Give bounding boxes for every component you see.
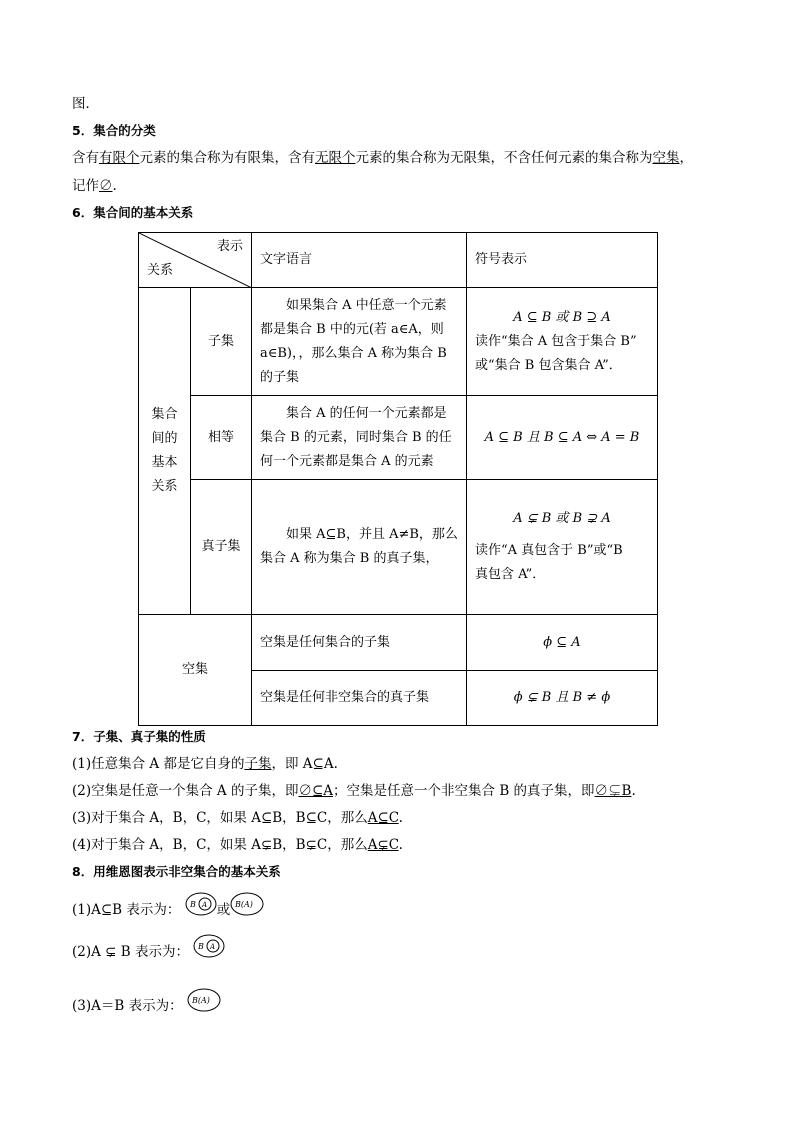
subset-symbol-cell bbox=[467, 288, 658, 396]
property-2 bbox=[72, 781, 636, 801]
underlined-answer: A⊆C bbox=[367, 810, 399, 826]
underlined-answer: A⊊C bbox=[367, 837, 399, 853]
venn-label: B bbox=[189, 899, 196, 909]
row-label-subset: 子集 bbox=[191, 288, 252, 396]
underlined-answer: ∅⊆A bbox=[298, 783, 334, 799]
group-label-line: 集合 bbox=[151, 407, 178, 422]
text-run: (4)对于集合 A，B，C，如果 A⊊B，B⊊C，那么 bbox=[72, 837, 368, 853]
subset-text-cell bbox=[252, 288, 467, 396]
text-run: 元素的集合称为无限集，不含任何元素的集合称为 bbox=[355, 150, 653, 166]
text-run: (2)A ⊊ B 表示为： bbox=[72, 944, 189, 960]
proper-text-cell bbox=[252, 480, 467, 615]
cell-line: 如果 A⊆B，并且 A≠B，那么 bbox=[286, 527, 458, 542]
venn-line-1 bbox=[72, 900, 264, 920]
empty-set-symbol: ∅ bbox=[99, 178, 113, 194]
underlined-answer: 子集 bbox=[244, 756, 272, 772]
corner-header-bottom: 关系 bbox=[147, 263, 174, 278]
section-5-paragraph bbox=[72, 148, 693, 168]
underlined-answer: 有限个 bbox=[99, 150, 140, 166]
cell-line: 集合 A 称为集合 B 的真子集， bbox=[260, 551, 439, 566]
empty-symbol-row1: ϕ ⊆ A bbox=[467, 615, 658, 671]
property-1 bbox=[72, 754, 338, 774]
text-run: (1)任意集合 A 都是它自身的 bbox=[72, 756, 245, 772]
cell-line: 真包含 A”． bbox=[475, 567, 546, 582]
property-3 bbox=[72, 808, 403, 828]
text-run: ，即 A⊆A. bbox=[271, 756, 338, 772]
venn-equal-diagram bbox=[230, 892, 264, 916]
text-run: (3)A＝B 表示为： bbox=[72, 998, 183, 1014]
empty-text-row2: 空集是任何非空集合的真子集 bbox=[252, 671, 467, 726]
cell-line: 如果集合 A 中任意一个元素 bbox=[286, 297, 447, 313]
cell-line: 或“集合 B 包含集合 A”． bbox=[475, 357, 622, 373]
venn-label: A bbox=[210, 942, 216, 951]
cell-line: 集合 A 的任何一个元素都是 bbox=[286, 405, 447, 421]
group-label-line: 间的 bbox=[151, 431, 178, 446]
row-label-proper-subset: 真子集 bbox=[191, 480, 252, 615]
text-run: 记作 bbox=[72, 178, 99, 194]
text-run: ， bbox=[679, 150, 693, 166]
text-run: . bbox=[112, 178, 117, 194]
equal-symbol-cell: A ⊆ B 且 B ⊆ A ⇔ A = B bbox=[467, 396, 658, 480]
cell-line: A ⊆ B 或 B ⊇ A bbox=[513, 309, 611, 325]
cell-line: 读作“A 真包含于 B”或“B bbox=[475, 543, 623, 558]
column-header-text: 文字语言 bbox=[252, 233, 467, 288]
cell-line: 的子集 bbox=[260, 369, 300, 385]
text-run: (2)空集是任意一个集合 A 的子集，即 bbox=[72, 783, 299, 799]
venn-label: B bbox=[198, 941, 205, 951]
section-6-heading: 6．集合间的基本关系 bbox=[72, 205, 194, 220]
underlined-answer: 空集 bbox=[652, 150, 680, 166]
section-5-notation bbox=[72, 176, 117, 196]
set-relations-table bbox=[138, 232, 658, 726]
venn-label: A bbox=[201, 900, 207, 909]
venn-subset-diagram bbox=[185, 892, 217, 916]
underlined-answer: 无限个 bbox=[315, 150, 356, 166]
empty-text-row1: 空集是任何集合的子集 bbox=[252, 615, 467, 671]
underlined-answer: ∅⊊B bbox=[594, 783, 632, 799]
cell-line: 读作“集合 A 包含于集合 B” bbox=[475, 333, 637, 349]
text-run: (3)对于集合 A，B，C，如果 A⊆B，B⊆C，那么 bbox=[72, 810, 368, 826]
cell-line: a∈B)，，那么集合 A 称为集合 B bbox=[260, 345, 447, 361]
venn-line-3 bbox=[72, 996, 221, 1016]
intro-tail: 图． bbox=[72, 96, 99, 112]
group-label-cell bbox=[139, 288, 191, 615]
empty-symbol-row2: ϕ ⊊ B 且 B ≠ ϕ bbox=[467, 671, 658, 726]
venn-label: B(A) bbox=[235, 899, 254, 909]
cell-line: 何一个元素都是集合 A 的元素 bbox=[260, 453, 434, 469]
corner-header-top: 表示 bbox=[216, 239, 243, 254]
venn-proper-subset-diagram bbox=[193, 934, 225, 958]
proper-symbol-cell bbox=[467, 480, 658, 615]
text-run: ；空集是任意一个非空集合 B 的真子集，即 bbox=[333, 783, 595, 799]
column-header-symbol: 符号表示 bbox=[467, 233, 658, 288]
text-run: (1)A⊆B 表示为： bbox=[72, 902, 181, 918]
venn-label: B(A) bbox=[191, 995, 210, 1005]
text-run: 或 bbox=[216, 902, 231, 918]
section-8-heading: 8．用维恩图表示非空集合的基本关系 bbox=[72, 864, 281, 879]
equal-text-cell bbox=[252, 396, 467, 480]
venn-equal-diagram bbox=[187, 988, 221, 1012]
group-label-line: 关系 bbox=[151, 479, 178, 494]
property-4 bbox=[72, 835, 403, 855]
section-7-heading: 7．子集、真子集的性质 bbox=[72, 729, 206, 744]
text-run: . bbox=[398, 837, 403, 853]
text-run: . bbox=[398, 810, 403, 826]
row-label-equal: 相等 bbox=[191, 396, 252, 480]
section-5-heading: 5．集合的分类 bbox=[72, 123, 156, 138]
cell-line: 集合 B 的元素，同时集合 B 的任 bbox=[260, 429, 452, 445]
group-label-line: 基本 bbox=[151, 455, 178, 470]
cell-line: 都是集合 B 中的元(若 a∈A，则 bbox=[260, 321, 444, 337]
text-run: 元素的集合称为有限集，含有 bbox=[139, 150, 315, 166]
venn-line-2 bbox=[72, 942, 225, 962]
cell-line: A ⊊ B 或 B ⊋ A bbox=[513, 511, 611, 526]
text-run: 含有 bbox=[72, 150, 99, 166]
text-run: . bbox=[631, 783, 636, 799]
row-label-empty-set: 空集 bbox=[139, 615, 252, 726]
table-corner-cell bbox=[139, 233, 252, 288]
